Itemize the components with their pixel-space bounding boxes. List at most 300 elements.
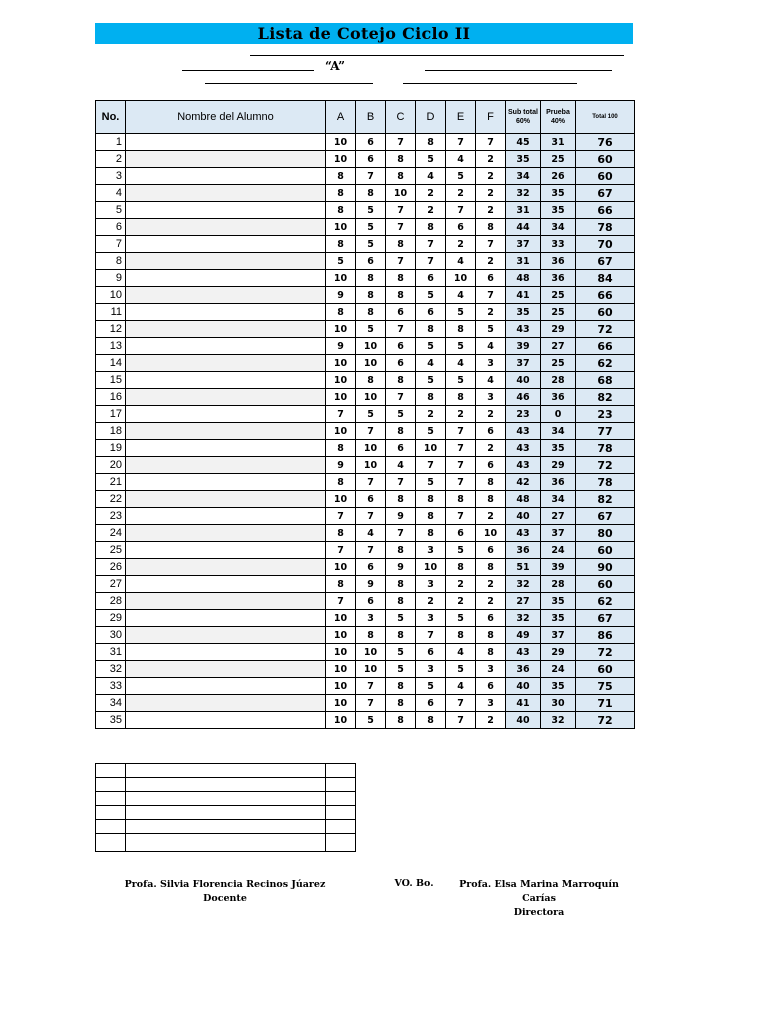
table-row	[96, 627, 635, 644]
row-number: 9	[96, 270, 126, 287]
blank-line-subject	[205, 83, 373, 84]
prueba-cell: 26	[541, 168, 576, 185]
score-e-cell: 10	[446, 270, 476, 287]
table-row	[96, 372, 635, 389]
score-a-cell: 9	[326, 287, 356, 304]
table-row	[96, 338, 635, 355]
score-f-cell: 2	[476, 440, 506, 457]
score-c-cell: 8	[386, 151, 416, 168]
col-header-e: E	[446, 101, 476, 134]
prueba-cell: 35	[541, 202, 576, 219]
row-number: 11	[96, 304, 126, 321]
score-b-cell: 3	[356, 610, 386, 627]
score-a-cell: 10	[326, 695, 356, 712]
table-row	[96, 440, 635, 457]
subtotal-cell: 51	[506, 559, 541, 576]
score-c-cell: 7	[386, 474, 416, 491]
table-row	[96, 542, 635, 559]
score-d-cell: 8	[416, 134, 446, 151]
score-d-cell: 7	[416, 627, 446, 644]
score-c-cell: 7	[386, 525, 416, 542]
student-name-cell[interactable]	[126, 457, 326, 474]
score-c-cell: 8	[386, 168, 416, 185]
score-f-cell: 8	[476, 559, 506, 576]
summary-cell	[126, 792, 326, 806]
total-cell: 82	[576, 389, 635, 406]
row-number: 3	[96, 168, 126, 185]
score-e-cell: 4	[446, 151, 476, 168]
student-name-cell[interactable]	[126, 695, 326, 712]
prueba-cell: 37	[541, 627, 576, 644]
student-name-cell[interactable]	[126, 644, 326, 661]
subtotal-cell: 42	[506, 474, 541, 491]
student-name-cell[interactable]	[126, 134, 326, 151]
prueba-cell: 24	[541, 542, 576, 559]
score-f-cell: 2	[476, 712, 506, 729]
summary-cell	[96, 820, 126, 834]
score-f-cell: 8	[476, 627, 506, 644]
score-c-cell: 6	[386, 355, 416, 372]
score-d-cell: 6	[416, 304, 446, 321]
student-name-cell[interactable]	[126, 525, 326, 542]
student-name-cell[interactable]	[126, 661, 326, 678]
score-f-cell: 2	[476, 202, 506, 219]
subtotal-cell: 45	[506, 134, 541, 151]
table-row	[96, 287, 635, 304]
row-number: 34	[96, 695, 126, 712]
total-cell: 78	[576, 219, 635, 236]
student-name-cell[interactable]	[126, 219, 326, 236]
total-cell: 84	[576, 270, 635, 287]
score-b-cell: 10	[356, 440, 386, 457]
student-name-cell[interactable]	[126, 372, 326, 389]
score-e-cell: 5	[446, 304, 476, 321]
student-name-cell[interactable]	[126, 338, 326, 355]
score-d-cell: 2	[416, 406, 446, 423]
table-row	[96, 355, 635, 372]
score-d-cell: 8	[416, 525, 446, 542]
score-e-cell: 8	[446, 491, 476, 508]
student-name-cell[interactable]	[126, 508, 326, 525]
total-cell: 23	[576, 406, 635, 423]
summary-table	[95, 763, 356, 852]
score-a-cell: 10	[326, 134, 356, 151]
score-b-cell: 10	[356, 389, 386, 406]
student-name-cell[interactable]	[126, 253, 326, 270]
page-title: Lista de Cotejo Ciclo II	[257, 24, 471, 43]
table-row	[96, 304, 635, 321]
score-a-cell: 7	[326, 508, 356, 525]
total-cell: 66	[576, 287, 635, 304]
score-d-cell: 8	[416, 389, 446, 406]
subtotal-cell: 36	[506, 661, 541, 678]
subtotal-cell: 23	[506, 406, 541, 423]
score-e-cell: 2	[446, 576, 476, 593]
score-e-cell: 8	[446, 321, 476, 338]
total-cell: 76	[576, 134, 635, 151]
score-b-cell: 8	[356, 304, 386, 321]
score-f-cell: 2	[476, 185, 506, 202]
score-c-cell: 7	[386, 134, 416, 151]
row-number: 2	[96, 151, 126, 168]
subtotal-cell: 34	[506, 168, 541, 185]
subtotal-cell: 32	[506, 610, 541, 627]
score-d-cell: 5	[416, 338, 446, 355]
score-e-cell: 4	[446, 287, 476, 304]
total-cell: 68	[576, 372, 635, 389]
subtotal-cell: 40	[506, 508, 541, 525]
score-f-cell: 2	[476, 253, 506, 270]
total-cell: 70	[576, 236, 635, 253]
summary-cell	[326, 778, 356, 792]
student-name-cell[interactable]	[126, 287, 326, 304]
student-name-cell[interactable]	[126, 202, 326, 219]
table-row	[96, 644, 635, 661]
prueba-cell: 31	[541, 134, 576, 151]
prueba-cell: 33	[541, 236, 576, 253]
score-a-cell: 8	[326, 168, 356, 185]
student-name-cell[interactable]	[126, 389, 326, 406]
prueba-cell: 34	[541, 491, 576, 508]
score-c-cell: 8	[386, 236, 416, 253]
score-c-cell: 8	[386, 287, 416, 304]
score-d-cell: 10	[416, 559, 446, 576]
row-number: 20	[96, 457, 126, 474]
subtotal-cell: 43	[506, 321, 541, 338]
score-c-cell: 8	[386, 678, 416, 695]
table-row	[96, 219, 635, 236]
row-number: 5	[96, 202, 126, 219]
score-f-cell: 5	[476, 321, 506, 338]
score-e-cell: 4	[446, 253, 476, 270]
total-cell: 60	[576, 542, 635, 559]
score-b-cell: 8	[356, 270, 386, 287]
score-c-cell: 7	[386, 321, 416, 338]
student-name-cell[interactable]	[126, 355, 326, 372]
score-c-cell: 8	[386, 372, 416, 389]
summary-row	[96, 764, 356, 778]
student-name-cell[interactable]	[126, 678, 326, 695]
student-name-cell[interactable]	[126, 576, 326, 593]
score-f-cell: 2	[476, 508, 506, 525]
score-a-cell: 8	[326, 185, 356, 202]
score-b-cell: 8	[356, 372, 386, 389]
score-f-cell: 8	[476, 219, 506, 236]
table-row	[96, 202, 635, 219]
score-d-cell: 2	[416, 202, 446, 219]
row-number: 15	[96, 372, 126, 389]
score-e-cell: 5	[446, 542, 476, 559]
score-c-cell: 8	[386, 627, 416, 644]
prueba-cell: 28	[541, 576, 576, 593]
score-e-cell: 7	[446, 423, 476, 440]
score-c-cell: 10	[386, 185, 416, 202]
score-d-cell: 8	[416, 219, 446, 236]
score-e-cell: 7	[446, 457, 476, 474]
score-a-cell: 7	[326, 406, 356, 423]
score-d-cell: 7	[416, 236, 446, 253]
score-e-cell: 4	[446, 355, 476, 372]
summary-cell	[96, 792, 126, 806]
score-a-cell: 8	[326, 202, 356, 219]
student-name-cell[interactable]	[126, 440, 326, 457]
row-number: 24	[96, 525, 126, 542]
summary-row	[96, 834, 356, 852]
score-d-cell: 5	[416, 423, 446, 440]
score-c-cell: 8	[386, 593, 416, 610]
student-name-cell[interactable]	[126, 423, 326, 440]
score-f-cell: 3	[476, 661, 506, 678]
prueba-cell: 36	[541, 389, 576, 406]
student-name-cell[interactable]	[126, 151, 326, 168]
score-a-cell: 10	[326, 712, 356, 729]
subtotal-cell: 40	[506, 678, 541, 695]
prueba-cell: 27	[541, 508, 576, 525]
student-name-cell[interactable]	[126, 712, 326, 729]
score-b-cell: 4	[356, 525, 386, 542]
score-f-cell: 8	[476, 474, 506, 491]
score-c-cell: 6	[386, 338, 416, 355]
subtotal-cell: 48	[506, 270, 541, 287]
score-e-cell: 7	[446, 712, 476, 729]
score-f-cell: 2	[476, 168, 506, 185]
score-b-cell: 5	[356, 406, 386, 423]
score-f-cell: 3	[476, 389, 506, 406]
subtotal-cell: 31	[506, 202, 541, 219]
score-b-cell: 7	[356, 695, 386, 712]
header-row	[96, 101, 635, 134]
summary-cell	[96, 778, 126, 792]
score-e-cell: 8	[446, 559, 476, 576]
score-b-cell: 5	[356, 202, 386, 219]
score-d-cell: 3	[416, 610, 446, 627]
score-b-cell: 10	[356, 661, 386, 678]
table-row	[96, 253, 635, 270]
summary-cell	[126, 764, 326, 778]
score-c-cell: 5	[386, 661, 416, 678]
col-header-name: Nombre del Alumno	[126, 101, 326, 134]
total-cell: 77	[576, 423, 635, 440]
summary-cell	[326, 764, 356, 778]
prueba-cell: 34	[541, 423, 576, 440]
score-e-cell: 5	[446, 610, 476, 627]
score-f-cell: 8	[476, 644, 506, 661]
teacher-name: Profa. Silvia Florencia Recinos Júarez	[124, 879, 326, 890]
row-number: 23	[96, 508, 126, 525]
table-row	[96, 457, 635, 474]
summary-cell	[326, 834, 356, 852]
total-cell: 71	[576, 695, 635, 712]
score-d-cell: 5	[416, 372, 446, 389]
total-cell: 66	[576, 202, 635, 219]
subtotal-cell: 36	[506, 542, 541, 559]
score-e-cell: 2	[446, 185, 476, 202]
prueba-cell: 24	[541, 661, 576, 678]
score-e-cell: 6	[446, 525, 476, 542]
score-b-cell: 7	[356, 474, 386, 491]
col-header-c: C	[386, 101, 416, 134]
score-e-cell: 7	[446, 474, 476, 491]
total-cell: 75	[576, 678, 635, 695]
total-cell: 80	[576, 525, 635, 542]
score-e-cell: 2	[446, 406, 476, 423]
col-header-subtotal: Sub total 60%	[506, 101, 541, 134]
summary-cell	[96, 834, 126, 852]
score-f-cell: 4	[476, 338, 506, 355]
total-cell: 62	[576, 355, 635, 372]
score-b-cell: 7	[356, 168, 386, 185]
score-a-cell: 10	[326, 151, 356, 168]
row-number: 6	[96, 219, 126, 236]
student-name-cell[interactable]	[126, 270, 326, 287]
prueba-cell: 35	[541, 185, 576, 202]
title-banner	[95, 23, 633, 44]
table-row	[96, 610, 635, 627]
score-c-cell: 6	[386, 304, 416, 321]
score-a-cell: 7	[326, 593, 356, 610]
score-f-cell: 2	[476, 576, 506, 593]
student-name-cell[interactable]	[126, 542, 326, 559]
score-f-cell: 2	[476, 304, 506, 321]
student-name-cell[interactable]	[126, 236, 326, 253]
student-name-cell[interactable]	[126, 185, 326, 202]
prueba-cell: 35	[541, 678, 576, 695]
subtotal-cell: 41	[506, 287, 541, 304]
score-a-cell: 10	[326, 610, 356, 627]
row-number: 12	[96, 321, 126, 338]
total-cell: 67	[576, 185, 635, 202]
score-b-cell: 5	[356, 236, 386, 253]
subtotal-cell: 32	[506, 576, 541, 593]
row-number: 14	[96, 355, 126, 372]
table-row	[96, 185, 635, 202]
table-row	[96, 270, 635, 287]
score-a-cell: 10	[326, 355, 356, 372]
prueba-cell: 35	[541, 593, 576, 610]
score-a-cell: 10	[326, 423, 356, 440]
subtotal-cell: 35	[506, 151, 541, 168]
subtotal-cell: 43	[506, 644, 541, 661]
row-number: 25	[96, 542, 126, 559]
score-c-cell: 8	[386, 491, 416, 508]
total-cell: 60	[576, 151, 635, 168]
prueba-cell: 0	[541, 406, 576, 423]
score-b-cell: 8	[356, 287, 386, 304]
student-name-cell[interactable]	[126, 304, 326, 321]
score-b-cell: 6	[356, 491, 386, 508]
student-name-cell[interactable]	[126, 168, 326, 185]
student-name-cell[interactable]	[126, 474, 326, 491]
student-name-cell[interactable]	[126, 593, 326, 610]
row-number: 30	[96, 627, 126, 644]
total-cell: 62	[576, 593, 635, 610]
summary-cell	[326, 820, 356, 834]
score-f-cell: 7	[476, 236, 506, 253]
score-e-cell: 4	[446, 644, 476, 661]
score-d-cell: 4	[416, 168, 446, 185]
score-e-cell: 8	[446, 389, 476, 406]
score-b-cell: 8	[356, 185, 386, 202]
row-number: 21	[96, 474, 126, 491]
grades-body	[96, 134, 635, 729]
prueba-cell: 35	[541, 440, 576, 457]
score-a-cell: 8	[326, 304, 356, 321]
student-name-cell[interactable]	[126, 610, 326, 627]
score-e-cell: 7	[446, 440, 476, 457]
total-cell: 60	[576, 168, 635, 185]
score-e-cell: 7	[446, 134, 476, 151]
summary-row	[96, 792, 356, 806]
score-f-cell: 6	[476, 270, 506, 287]
student-name-cell[interactable]	[126, 321, 326, 338]
score-a-cell: 10	[326, 491, 356, 508]
score-d-cell: 7	[416, 253, 446, 270]
table-row	[96, 236, 635, 253]
total-cell: 67	[576, 253, 635, 270]
row-number: 22	[96, 491, 126, 508]
student-name-cell[interactable]	[126, 627, 326, 644]
summary-body	[96, 764, 356, 852]
row-number: 35	[96, 712, 126, 729]
score-d-cell: 8	[416, 712, 446, 729]
summary-cell	[126, 820, 326, 834]
subtotal-cell: 46	[506, 389, 541, 406]
score-b-cell: 7	[356, 678, 386, 695]
subtotal-cell: 32	[506, 185, 541, 202]
blank-line-year	[425, 70, 612, 71]
score-f-cell: 6	[476, 678, 506, 695]
student-name-cell[interactable]	[126, 559, 326, 576]
score-f-cell: 6	[476, 542, 506, 559]
score-b-cell: 7	[356, 423, 386, 440]
prueba-cell: 25	[541, 304, 576, 321]
prueba-cell: 36	[541, 474, 576, 491]
score-d-cell: 5	[416, 287, 446, 304]
score-b-cell: 6	[356, 593, 386, 610]
table-row	[96, 406, 635, 423]
score-a-cell: 10	[326, 678, 356, 695]
score-e-cell: 2	[446, 236, 476, 253]
score-d-cell: 5	[416, 678, 446, 695]
col-header-total: Total 100	[576, 101, 635, 134]
subtotal-cell: 44	[506, 219, 541, 236]
score-c-cell: 8	[386, 695, 416, 712]
col-header-a: A	[326, 101, 356, 134]
table-row	[96, 593, 635, 610]
score-a-cell: 10	[326, 644, 356, 661]
director-signature	[443, 878, 635, 920]
student-name-cell[interactable]	[126, 406, 326, 423]
blank-line-date	[403, 83, 577, 84]
score-f-cell: 6	[476, 423, 506, 440]
prueba-cell: 29	[541, 321, 576, 338]
row-number: 18	[96, 423, 126, 440]
score-d-cell: 6	[416, 270, 446, 287]
score-e-cell: 5	[446, 168, 476, 185]
student-name-cell[interactable]	[126, 491, 326, 508]
score-a-cell: 10	[326, 270, 356, 287]
table-row	[96, 168, 635, 185]
total-cell: 86	[576, 627, 635, 644]
row-number: 28	[96, 593, 126, 610]
score-c-cell: 9	[386, 508, 416, 525]
subtotal-cell: 31	[506, 253, 541, 270]
score-f-cell: 2	[476, 406, 506, 423]
total-cell: 60	[576, 576, 635, 593]
score-b-cell: 6	[356, 151, 386, 168]
prueba-cell: 25	[541, 287, 576, 304]
score-e-cell: 6	[446, 219, 476, 236]
